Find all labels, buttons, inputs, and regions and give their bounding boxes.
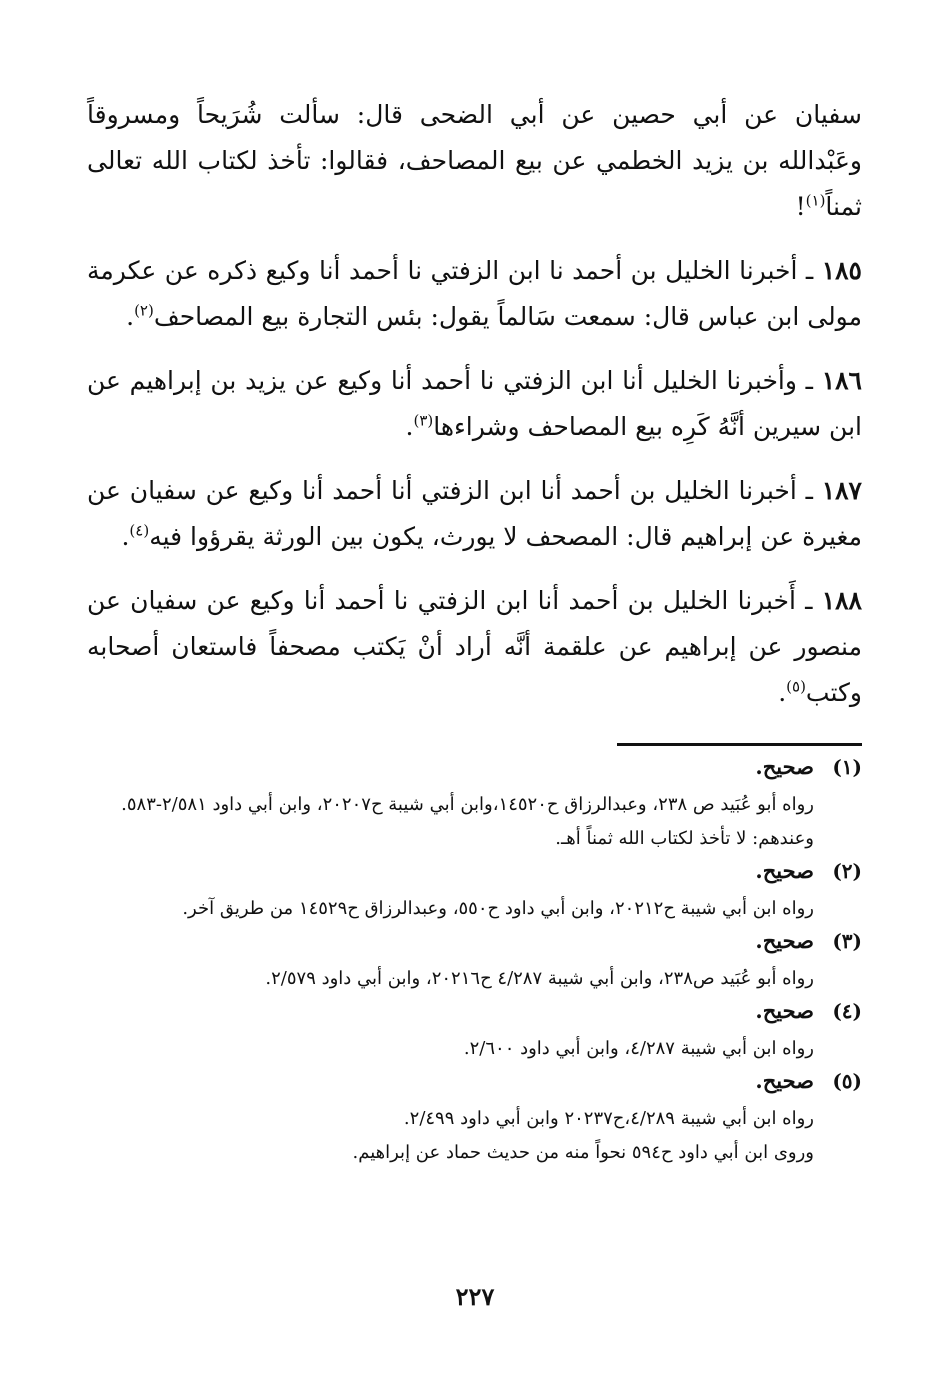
footnote-ref: (١) [805,191,826,210]
footnote-grade: صحيح. [755,928,814,953]
footnotes [87,754,862,1172]
page-number: ٢٢٧ [455,1282,495,1311]
paragraph-tail: . [126,302,135,331]
footnote-2 [87,858,862,926]
footnote-header [87,928,862,962]
paragraph-text: ـ أخبرنا الخليل بن أحمد نا ابن الزفتي نا أحمد أنا وكيع ذكره عن عكرمة مولى ابن عباس قال: سمعت سَالماً يقول: بئس التجارة بيع المصاحف [87,256,862,331]
footnote-line: رواه ابن أبي شيبة ٤/٢٨٩،ح٢٠٢٣٧ وابن أبي داود ٢/٤٩٩. [403,1108,814,1129]
footnote-4 [87,998,862,1066]
footnote-grade: صحيح. [755,754,814,779]
hadith-number: ١٨٦ [821,366,862,395]
footnote-header [87,1068,862,1102]
paragraph-text: ـ وأخبرنا الخليل أنا ابن الزفتي نا أحمد أنا وكيع عن يزيد بن إبراهيم عن ابن سيرين أنَّهُ كَرِه بيع المصاحف وشراءها [87,366,862,441]
paragraph-tail: . [405,412,414,441]
footnote-ref: (٤) [129,521,150,540]
hadith-number: ١٨٧ [821,476,862,505]
paragraph-tail: ! [795,192,806,221]
footnote-number: (١) [832,755,862,779]
hadith-185 [87,248,862,340]
footnote-divider [617,743,862,746]
footnote-header [87,998,862,1032]
hadith-187 [87,468,862,560]
footnote-grade: صحيح. [755,858,814,883]
footnote-line: رواه أبو عُبَيد ص٢٣٨، وابن أبي شيبة ٤/٢٨٧ ح٢٠٢١٦، وابن أبي داود ٢/٥٧٩. [265,968,814,989]
footnote-number: (٥) [832,1069,862,1093]
hadith-number: ١٨٥ [821,256,862,285]
footnote-header [87,754,862,788]
footnote-1 [87,754,862,856]
paragraph-continuation [87,92,862,230]
footnote-line: وعندهم: لا تأخذ لكتاب الله ثمناً أهـ. [555,828,814,849]
footnote-line: رواه ابن أبي شيبة ٤/٢٨٧، وابن أبي داود ٢/٦٠٠. [463,1038,814,1059]
footnote-number: (٣) [832,929,862,953]
hadith-number: ١٨٨ [821,586,862,615]
footnote-grade: صحيح. [755,998,814,1023]
footnote-5 [87,1068,862,1170]
paragraph-text: ـ أخبرنا الخليل بن أحمد أنا ابن الزفتي أنا أحمد أنا وكيع عن سفيان عن مغيرة عن إبراهيم قال: المصحف لا يورث، يكون بين الورثة يقرؤوا فيه [87,476,862,551]
footnote-line: رواه ابن أبي شيبة ح٢٠٢١٢، وابن أبي داود ح٥٥٠، وعبدالرزاق ح١٤٥٢٩ من طريق آخر. [182,898,814,919]
hadith-188 [87,578,862,716]
paragraph-tail: . [778,678,787,707]
footnote-ref: (٢) [134,301,154,320]
footnote-grade: صحيح. [755,1068,814,1093]
footnote-ref: (٥) [786,677,806,696]
paragraph-text: سفيان عن أبي حصين عن أبي الضحى قال: سألت شُرَيحاً ومسروقاً وعَبْدالله بن يزيد الخطمي عن بيع المصاحف، فقالوا: تأخذ لكتاب الله تعالى ثمناً [87,100,862,221]
footnote-number: (٢) [832,859,862,883]
paragraph-text: ـ أَخبرنا الخليل بن أحمد أنا ابن الزفتي نا أحمد أنا وكيع عن سفيان عن منصور عن إبراهيم عن علقمة أنَّه أراد أنْ يَكتب مصحفاً فاستعان أصحابه وكتب [87,586,862,707]
hadith-186 [87,358,862,450]
footnote-3 [87,928,862,996]
footnote-number: (٤) [832,999,862,1023]
footnote-line: وروى ابن أبي داود ح٥٩٤ نحواً منه من حديث حماد عن إبراهيم. [352,1142,814,1163]
footnote-line: رواه أبو عُبَيد ص ٢٣٨، وعبدالرزاق ح١٤٥٢٠،وابن أبي شيبة ح٢٠٢٠٧، وابن أبي داود ٢/٥٨١-٥٨٣. [121,794,814,815]
footnote-ref: (٣) [413,411,434,430]
main-text [87,92,862,734]
paragraph-tail: . [121,522,130,551]
footnote-header [87,858,862,892]
